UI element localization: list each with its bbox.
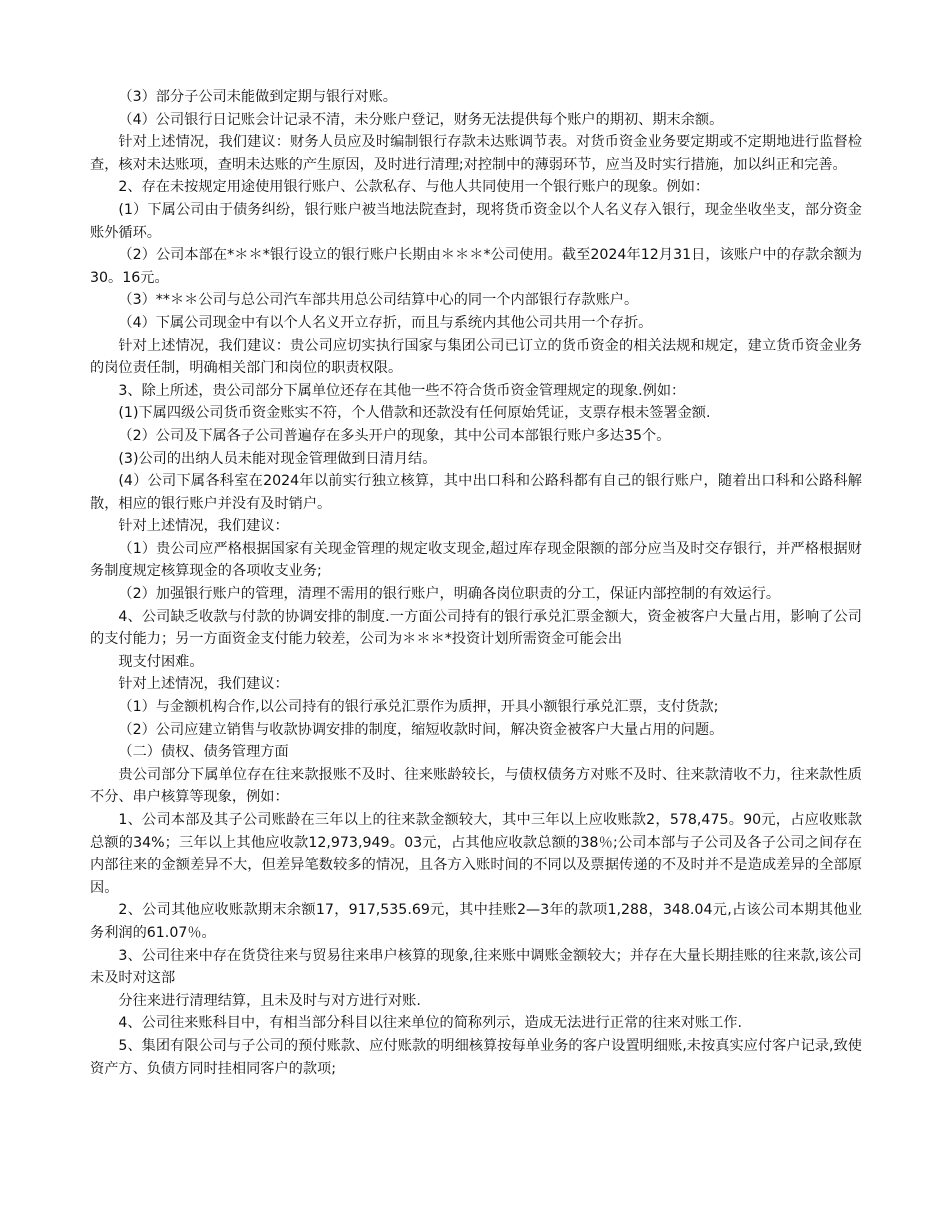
paragraph: 3、公司往来中存在货贷往来与贸易往来串户核算的现象,往来账中调账金额较大；并存在大量长期挂账的往来款,该公司未及时对这部	[90, 947, 862, 987]
paragraph: （1）贵公司应严格根据国家有关现金管理的规定收支现金,超过库存现金限额的部分应当及时交存银行，并严格根据财务制度规定核算现金的各项收支业务;	[90, 540, 862, 580]
paragraph: （1）与金额机构合作,以公司持有的银行承兑汇票作为质押，开具小额银行承兑汇票，支付货款;	[118, 699, 719, 716]
paragraph: 贵公司部分下属单位存在往来款报账不及时、往来账龄较长，与债权债务方对账不及时、往来款清收不力，往来款性质不分、串户核算等现象，例如：	[90, 766, 862, 806]
paragraph: 2、存在未按规定用途使用银行账户、公款私存、与他人共同使用一个银行账户的现象。例如：	[118, 179, 710, 196]
paragraph: 2、公司其他应收账款期末余额17，917,535.69元，其中挂账2—3年的款项1,288，348.04元,占该公司本期其他业务利润的61.07％。	[90, 902, 862, 941]
paragraph: （3）部分子公司未能做到定期与银行对账。	[118, 89, 397, 105]
paragraph: （2）加强银行账户的管理，清理不需用的银行账户，明确各岗位职责的分工，保证内部控制的有效运行。	[118, 586, 781, 603]
paragraph: (1)下属四级公司货币资金账实不符，个人借款和还款没有任何原始凭证，支票存根未签署金额.	[118, 405, 711, 422]
paragraph: 分往来进行清理结算，且未及时与对方进行对账.	[118, 992, 421, 1009]
paragraph: （2）公司及下属各子公司普遍存在多头开户的现象，其中公司本部银行账户多达35个。	[118, 427, 671, 444]
paragraph: 针对上述情况，我们建议：	[118, 518, 289, 535]
paragraph: 1、公司本部及其子公司账龄在三年以上的往来款金额较大，其中三年以上应收账款2，578,475。90元，占应收账款总额的34%；三年以上其他应收款12,973,949。03元，占其他应收款总额的38％;公司本部与子公司及各子公司之间存在内部往来的金额差异不大，但差异笔数较多的情况，且各方入账时间的不同以及票据传递的不及时并不是造成差异的全部原因。	[90, 812, 862, 896]
paragraph: (4）公司下属各科室在2024年以前实行独立核算，其中出口科和公路科都有自己的银行账户，随着出口科和公路科解散，相应的银行账户并没有及时销户。	[90, 473, 862, 512]
paragraph: 5、集团有限公司与子公司的预付账款、应付账款的明细核算按每单业务的客户设置明细账,未按真实应付客户记录,致使资产方、负债方同时挂相同客户的款项;	[90, 1037, 862, 1077]
paragraph: （4）公司银行日记账会计记录不清，未分账户登记，财务无法提供每个账户的期初、期末余额。	[118, 111, 724, 128]
paragraph: 针对上述情况，我们建议：贵公司应切实执行国家与集团公司已订立的货币资金的相关法规和规定，建立货币资金业务的岗位责任制，明确相关部门和岗位的职责权限。	[90, 337, 862, 377]
paragraph: 针对上述情况，我们建议：财务人员应及时编制银行存款未达账调节表。对货币资金业务要定期或不定期地进行监督检查，核对未达账项，查明未达账的产生原因，及时进行清理;对控制中的薄弱环节，应当及时实行措施，加以纠正和完善。	[90, 134, 862, 173]
paragraph: 3、除上所述，贵公司部分下属单位还存在其他一些不符合货币资金管理规定的现象.例如：	[118, 382, 686, 399]
paragraph: 4、公司缺乏收款与付款的协调安排的制度.一方面公司持有的银行承兑汇票金额大，资金被客户大量占用，影响了公司的支付能力；另一方面资金支付能力较差，公司为＊＊＊*投资计划所需资金可能会出	[90, 608, 862, 648]
paragraph: 针对上述情况，我们建议：	[118, 676, 289, 693]
paragraph: (1）下属公司由于债务纠纷，银行账户被当地法院查封，现将货币资金以个人名义存入银行，现金坐收坐支，部分资金账外循环。	[90, 201, 862, 241]
document-body	[90, 86, 862, 1080]
paragraph: 现支付困难。	[118, 653, 204, 670]
paragraph: （4）下属公司现金中有以个人名义开立存折，而且与系统内其他公司共用一个存折。	[118, 314, 653, 331]
paragraph: (3)公司的出纳人员未能对现金管理做到日清月结。	[118, 450, 437, 467]
paragraph: 4、公司往来账科目中，有相当部分科目以往来单位的简称列示，造成无法进行正常的往来对账工作.	[118, 1015, 742, 1032]
paragraph: （2）公司本部在*＊＊*银行设立的银行账户长期由＊＊＊*公司使用。截至2024年12月31日，该账户中的存款余额为30。16元。	[90, 247, 862, 286]
paragraph: （3）**＊＊公司与总公司汽车部共用总公司结算中心的同一个内部银行存款账户。	[118, 292, 639, 309]
section-heading: （二）债权、债务管理方面	[118, 744, 289, 761]
paragraph: （2）公司应建立销售与收款协调安排的制度，缩短收款时间，解决资金被客户大量占用的问题。	[118, 721, 724, 738]
